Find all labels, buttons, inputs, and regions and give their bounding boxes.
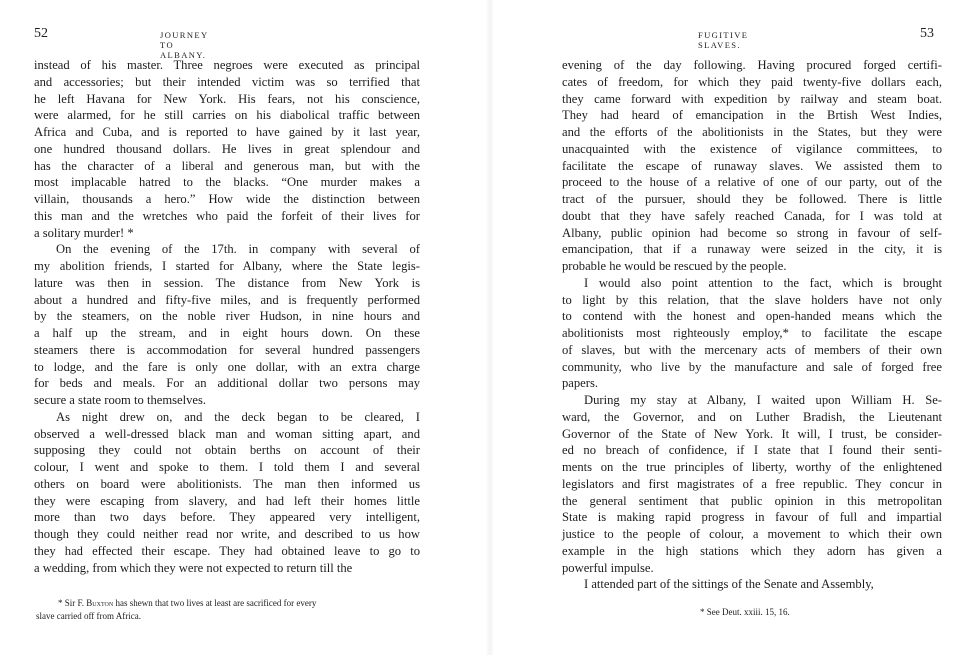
text-line: were alarmed, for he still carries on his diabolical traffic between — [34, 108, 420, 123]
right-footnote — [700, 606, 790, 619]
text-line: colour, I went and spoke to them. I told them I and several — [34, 460, 420, 474]
text-line: cates of freedom, for which they paid twenty-five dollars each, — [562, 74, 942, 89]
text-line: villain, thousands a hero.” How wide the distinction between — [34, 192, 420, 206]
text-line: probable he would be rescued by the people. — [562, 259, 787, 273]
text-line: to light by this relation, that the slave holders have not only — [562, 292, 942, 307]
text-line: this man and the wretches who paid the forfeit of their lives for — [34, 208, 420, 223]
text-line: doubt that they have safely reached Canada, for I was told at — [562, 208, 942, 223]
text-line: secure a state room to themselves. — [34, 393, 207, 407]
text-line: most implacable hatred to the blacks. “One murder makes a — [34, 175, 420, 190]
footnote-right-text: * See Deut. xxiii. 15, 16. — [700, 607, 790, 617]
text-line: ward, the Governor, and on Luther Bradish, the Lieutenant — [562, 409, 942, 424]
text-line: they were escaping from slavery, and had left their homes little — [34, 493, 420, 508]
right-page — [490, 0, 980, 655]
running-head-right: FUGITIVE SLAVES. — [698, 30, 749, 50]
left-page-body — [34, 57, 420, 576]
text-line: they came forward with expedition by railway and steam boat. — [562, 91, 942, 106]
text-line: Africa and Cuba, and is reported to have gained by it last year, — [34, 125, 420, 139]
text-line: observed a well-dressed black man and woman sitting apart, and — [34, 426, 420, 441]
text-line: They had heard of emancipation in the Brtish West Indies, — [562, 108, 942, 123]
text-line: Albany, public opinion had become so strong in favour of self- — [562, 225, 942, 240]
text-line: to contend with the honest and open-handed means which the — [562, 309, 942, 324]
text-line: by the steamers, on the noble river Hudson, in nine hours and — [34, 309, 420, 324]
text-line: community, who live by the manufacture and sale of forged free — [562, 359, 942, 374]
footnote-line-2: slave carried off from Africa. — [36, 611, 142, 621]
text-line: more than two days before. They appeared very intelligent, — [34, 510, 420, 525]
text-line: unacquainted with the existence of vigilance committees, to — [562, 141, 942, 156]
text-line: a solitary murder! * — [34, 225, 134, 240]
text-line: legislators and first magistrates of a free republic. They concur in — [562, 476, 942, 491]
text-line: others on board were abolitionists. The man then informed us — [34, 476, 420, 491]
text-line: facilitate the escape of runaway slaves. We assisted them to — [562, 158, 942, 173]
text-line: justice to the people of colour, a movement to which their own — [562, 527, 942, 541]
text-line: ed no breach of confidence, if I state that I found their senti- — [562, 443, 942, 458]
text-line: he left Havana for New York. His fears, not his conscience, — [34, 91, 420, 106]
text-line: and the efforts of the abolitionists in the States, but they were — [562, 125, 942, 139]
text-line: During my stay at Albany, I waited upon William H. Se- — [584, 393, 942, 407]
text-line: about a hundred and fifty-five miles, and is frequently performed — [34, 292, 420, 307]
text-line: for beds and meals. For an additional dollar two persons may — [34, 376, 420, 391]
text-line: Governor of the State of New York. It will, I trust, be consider- — [562, 426, 942, 441]
text-line: example in the high stations which they adorn has given a — [562, 543, 942, 558]
text-line: evening of the day following. Having procured forged certifi- — [562, 58, 942, 72]
text-line: I attended part of the sittings of the Senate and Assembly, — [584, 577, 874, 592]
text-line: my abolition friends, I started for Albany, where the State legis- — [34, 259, 420, 273]
text-line: proceed to the house of a relative of one of our party, out of the — [562, 175, 942, 190]
text-line: to lodge, and the fare is only one dollar, with an extra charge — [34, 359, 420, 374]
text-line: though they could neither read nor write, and described to us how — [34, 527, 420, 541]
text-line: As night drew on, and the deck began to be cleared, I — [56, 409, 420, 424]
right-page-body — [562, 57, 942, 593]
text-line: of slaves, but with the mercenary acts of members of their own — [562, 342, 942, 357]
footnote-rest: has shewn that two lives at least are sacrificed for every — [113, 598, 317, 608]
text-line: instead of his master. Three negroes were executed as principal — [34, 58, 420, 72]
text-line: one hundred thousand dollars. He lives in great splendour and — [34, 141, 420, 156]
text-line: papers. — [562, 376, 599, 391]
page-number-left: 52 — [34, 26, 48, 41]
footnote-name: Buxton — [86, 598, 114, 608]
text-line: and accessories; but their intended victim was so terrified that — [34, 74, 420, 89]
text-line: emancipation, that if a runaway were seized in the city, it is — [562, 242, 942, 257]
text-line: ments on the true principles of liberty, worthy of the enlightened — [562, 460, 942, 474]
text-line: a wedding, from which they were not expected to return till the — [34, 560, 353, 575]
text-line: I would also point attention to the fact, which is brought — [584, 275, 942, 290]
text-line: they had effected their escape. They had obtained leave to go to — [34, 543, 420, 558]
text-line: the general sentiment that public opinion in this metropolitan — [562, 493, 942, 508]
running-head-left: JOURNEY TO ALBANY. — [160, 30, 209, 60]
page-number-right: 53 — [920, 26, 934, 41]
text-line: On the evening of the 17th. in company with several of — [56, 242, 420, 257]
text-line: State is making rapid progress in favour of full and impartial — [562, 510, 942, 525]
text-line: has the character of a liberal and generous man, but with the — [34, 158, 420, 173]
text-line: steamers there is accommodation for several hundred passengers — [34, 342, 420, 357]
text-line: tract of the pursuer, should they be followed. There is little — [562, 192, 942, 206]
text-line: a half up the stream, and in eight hours down. On these — [34, 326, 420, 340]
text-line: powerful impulse. — [562, 560, 654, 575]
left-footnote — [36, 597, 426, 623]
text-line: supposing they could not obtain berths on account of their — [34, 443, 420, 458]
footnote-prefix: * Sir F. — [58, 598, 87, 608]
text-line: lature was then in session. The distance from New York is — [34, 275, 420, 290]
text-line: abolitionists most righteously employ,* to facilitate the escape — [562, 326, 942, 340]
